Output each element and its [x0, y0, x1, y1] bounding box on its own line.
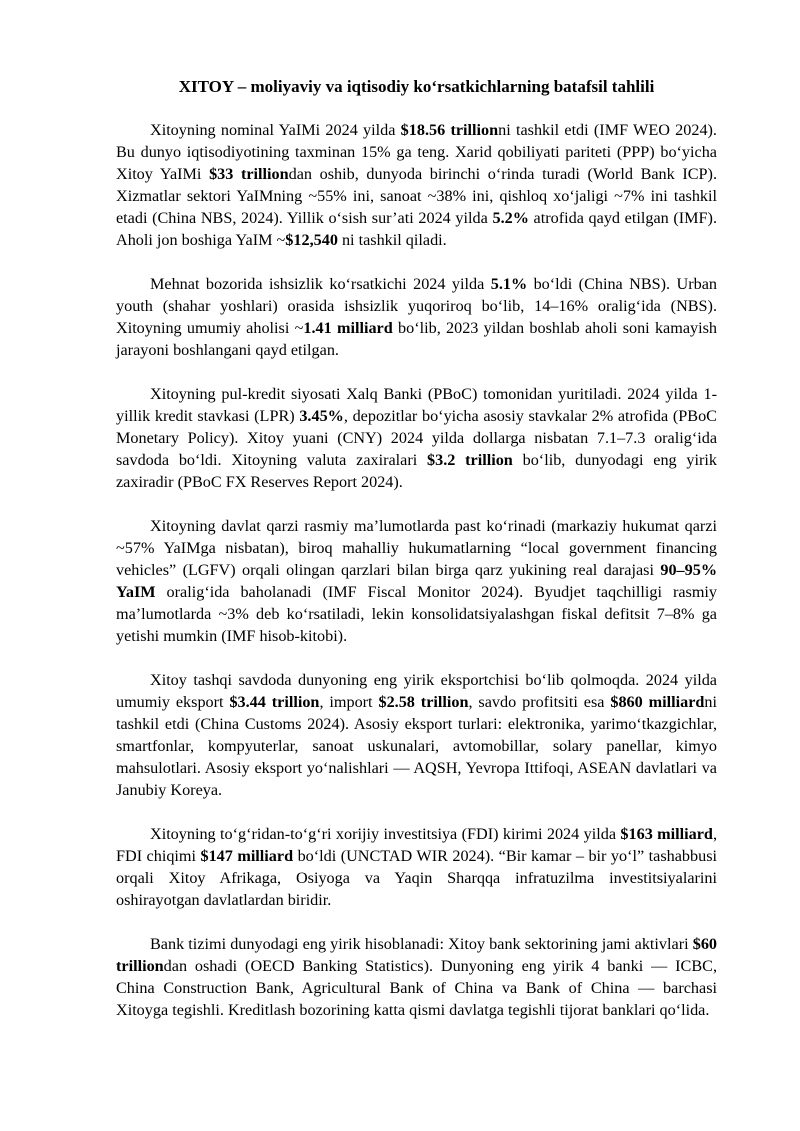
text: bo‘ldi (China NBS). Urban youth (shahar yoshlari) orasida ishsizlik yuqoriroq bo‘lib, 14–16% oralig‘ida (NBS). Xitoyning umumiy aholisi ~ [116, 275, 717, 337]
text: , depozitlar bo‘yicha asosiy stavkalar 2% atrofida (PBoC Monetary Policy). Xitoy yuani (CNY) 2024 yilda dollarga nisbatan 7.1–7.3 oralig‘ida savdoda bo‘ldi. Xitoyning valuta zaxiralari [116, 407, 717, 469]
text: ni tashkil etdi (China Customs 2024). Asosiy eksport turlari: elektronika, yarimo‘tkazgichlar, smartfonlar, kompyuterlar, sanoat uskunalari, avtomobillar, solary panellar, kimyo mahsulotlari. Asosiy eksport yo‘nalishlari — AQSH, Yevropa Ittifoqi, ASEAN davlatlari va Janubiy Koreya. [116, 693, 717, 799]
paragraph-trade [116, 669, 717, 801]
text: Xitoyning nominal YaIMi 2024 yilda [150, 121, 401, 139]
paragraph-fdi [116, 823, 717, 911]
text: Xitoyning pul-kredit siyosati Xalq Banki (PBoC) tomonidan yuritiladi. 2024 yilda 1-yillik kredit stavkasi (LPR) [116, 385, 717, 425]
text: ni tashkil qiladi. [337, 231, 447, 249]
bold-value: $12,540 [285, 231, 338, 249]
text: bo‘lib, dunyodagi eng yirik zaxiradir (PBoC FX Reserves Report 2024). [116, 451, 717, 491]
text: , FDI chiqimi [116, 825, 717, 865]
text: oralig‘ida baholanadi (IMF Fiscal Monitor 2024). Byudjet taqchilligi rasmiy ma’lumotlarda ~3% deb ko‘rsatiladi, lekin konsolidatsiyalashgan fiskal defitsit 7–8% ga yetishi mumkin (IMF hisob-kitobi). [116, 583, 717, 645]
bold-value: 1.41 milliard [303, 319, 393, 337]
text: , import [319, 693, 379, 711]
paragraph-labor [116, 273, 717, 361]
text: Mehnat bozorida ishsizlik ko‘rsatkichi 2024 yilda [150, 275, 491, 293]
text: Xitoyning davlat qarzi rasmiy ma’lumotlarda past ko‘rinadi (markaziy hukumat qarzi ~57% YaIMga nisbatan), biroq mahalliy hukumatlarning “local government financing vehicles” (LGFV) orqali olingan qarzlari bilan birga qarz yukining real darajasi [116, 517, 717, 579]
bold-value: $163 milliard [620, 825, 713, 843]
bold-value: $2.58 trillion [378, 693, 469, 711]
document-title: XITOY – moliyaviy va iqtisodiy ko‘rsatkichlarning batafsil tahlili [178, 77, 655, 96]
paragraph-debt [116, 515, 717, 647]
text: , savdo profitsiti esa [468, 693, 611, 711]
bold-value: 5.2% [492, 209, 529, 227]
text: Xitoyning to‘g‘ridan-to‘g‘ri xorijiy investitsiya (FDI) kirimi 2024 yilda [150, 825, 621, 843]
bold-value: 5.1% [490, 275, 528, 293]
bold-value: $33 trillion [209, 165, 289, 183]
bold-value: $860 milliard [610, 693, 705, 711]
bold-value: $3.2 trillion [427, 451, 513, 469]
text: Bank tizimi dunyodagi eng yirik hisoblanadi: Xitoy bank sektorining jami aktivlari [150, 935, 693, 953]
paragraph-gdp [116, 119, 717, 251]
paragraph-monetary [116, 383, 717, 493]
bold-value: 90–95% YaIM [116, 561, 717, 601]
text: bo‘lib, 2023 yildan boshlab aholi soni kamayish jarayoni boshlangani qayd etilgan. [116, 319, 717, 359]
bold-value: $18.56 trillion [400, 121, 499, 139]
text: ni tashkil etdi (IMF WEO 2024). Bu dunyo iqtisodiyotining taxminan 15% ga teng. Xarid qobiliyati pariteti (PPP) bo‘yicha Xitoy YaIMi [116, 121, 717, 183]
text: bo‘ldi (UNCTAD WIR 2024). “Bir kamar – bir yo‘l” tashabbusi orqali Xitoy Afrikaga, Osiyoga va Yaqin Sharqqa infratuzilma investitsiyalarini oshirayotgan davlatlardan biridir. [116, 847, 717, 909]
text: dan oshadi (OECD Banking Statistics). Dunyoning eng yirik 4 banki — ICBC, China Construction Bank, Agricultural Bank of China va Bank of China — barchasi Xitoyga tegishli. Kreditlash bozorining katta qismi davlatga tegishli tijorat banklari qo‘lida. [116, 957, 717, 1019]
bold-value: $3.44 trillion [229, 693, 320, 711]
text: Xitoy tashqi savdoda dunyoning eng yirik eksportchisi bo‘lib qolmoqda. 2024 yilda umumiy eksport [116, 671, 717, 711]
bold-value: $60 trillion [116, 935, 717, 975]
text: atrofida qayd etilgan (IMF). Aholi jon boshiga YaIM ~ [116, 209, 717, 249]
bold-value: $147 milliard [200, 847, 294, 865]
paragraph-banking [116, 933, 717, 1021]
bold-value: 3.45% [299, 407, 344, 425]
text: dan oshib, dunyoda birinchi o‘rinda turadi (World Bank ICP). Xizmatlar sektori YaIMning ~55% ini, sanoat ~38% ini, qishloq xo‘jaligi ~7% ini tashkil etadi (China NBS, 2024). Yillik o‘sish sur’ati 2024 yilda [116, 165, 717, 227]
